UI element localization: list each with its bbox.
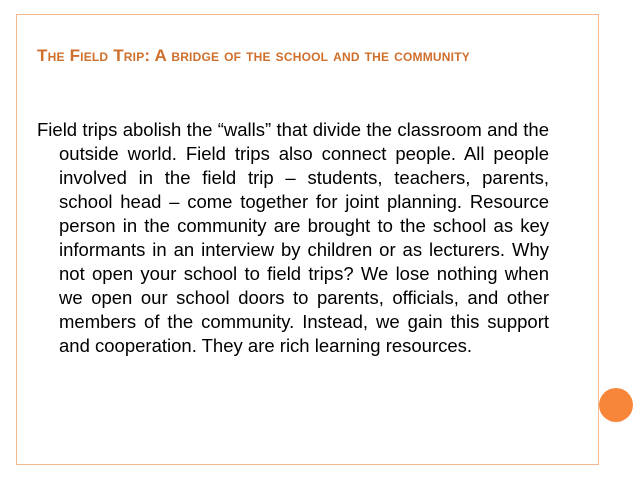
slide-body-text: Field trips abolish the “walls” that divide the classroom and the outside world. Field trips also connect people. All people involved in the field trip – students, teachers, parents, school head – come together for joint planning. Resource person in the community are brought to the school as key informants in an interview by children or as lecturers. Why not open your school to field trips? We lose nothing when we open our school doors to parents, officials, and other members of the community. Instead, we gain this support and cooperation. They are rich learning resources. <box>37 119 549 356</box>
slide-title: The Field Trip: A bridge of the school and the community <box>37 46 470 65</box>
accent-circle <box>599 388 633 422</box>
